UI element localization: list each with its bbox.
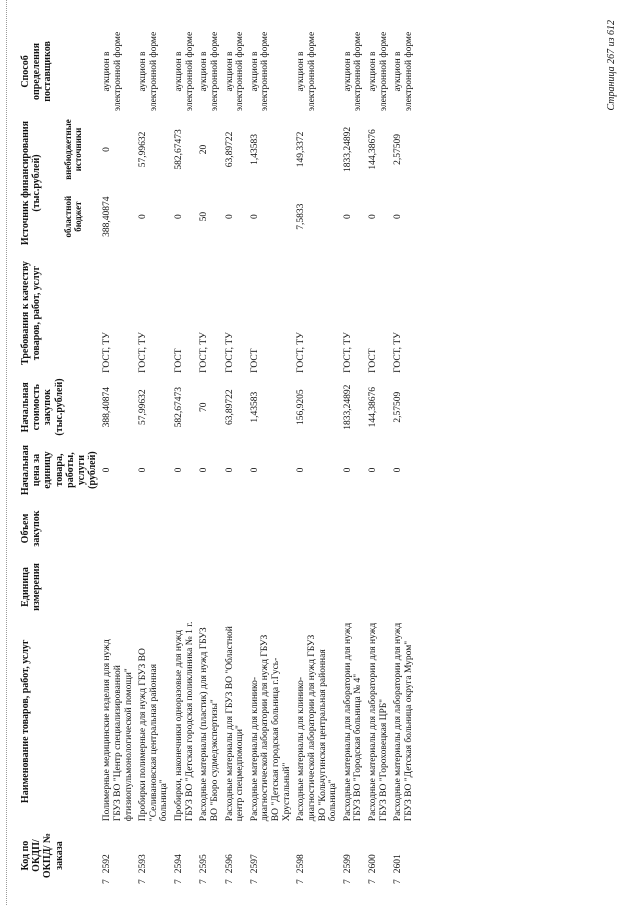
- okdp-code: 7: [342, 879, 353, 884]
- table-row: [100, 27, 136, 887]
- extra-cell: 144,38676: [368, 129, 379, 170]
- extra-cell: 63,89722: [224, 131, 235, 168]
- col-req-header: Требования к качеству товаров, работ, услуг: [20, 261, 43, 365]
- method-cell: аукцион в электронной форме: [174, 31, 195, 112]
- col-name-header: Наименование товаров, работ, услуг: [20, 639, 31, 804]
- volume-cell: [136, 501, 172, 555]
- okdp-code: 7: [138, 879, 149, 884]
- name-cell: Расходные материалы (пластик) для нужд ГБУЗ ВО "Бюро судмедэкспертизы": [199, 627, 220, 822]
- cost-cell: 2,57509: [393, 391, 404, 423]
- col-unit-header: Единица измерения: [20, 563, 43, 611]
- col-method-header: Способ определения поставщиков: [20, 41, 54, 102]
- volume-cell: [294, 501, 341, 555]
- volume-cell: [366, 501, 391, 555]
- name-cell: Расходные материалы для ГБУЗ ВО "Областной центр спецмедпомощи": [224, 626, 246, 822]
- unit-cell: [172, 556, 197, 619]
- extra-cell: 1,43583: [249, 134, 260, 165]
- budget-cell: 0: [249, 214, 260, 219]
- cost-cell: 1,43583: [249, 391, 260, 423]
- col-price-header: Начальная цена за единицу товара, работы, услуги (рублей): [20, 444, 99, 496]
- order-number: 2598: [296, 854, 307, 874]
- extra-cell: 0: [102, 147, 113, 152]
- req-cell: ГОСТ: [174, 348, 185, 373]
- unit-cell: [391, 556, 416, 619]
- code-cell: [197, 824, 222, 887]
- table-row: [197, 27, 222, 887]
- price-cell: 0: [296, 467, 307, 473]
- extra-cell: 1833,24892: [342, 126, 353, 173]
- req-cell: ГОСТ, ТУ: [102, 332, 113, 373]
- price-cell: 0: [249, 467, 260, 473]
- okdp-code: 7: [249, 879, 260, 884]
- table-row: [223, 27, 248, 887]
- procurement-table: [18, 27, 417, 887]
- price-cell: 0: [174, 467, 185, 473]
- budget-cell: 7,5833: [296, 203, 307, 230]
- page-number: Страница 267 из 612: [606, 20, 617, 111]
- col-source-header: Источник финансирования (тыс.рублей): [20, 120, 43, 246]
- name-cell: Пробирки, наконечники одноразовые для нужд ГБУЗ ВО "Детская городская поликлиника № 1 г.: [174, 621, 195, 822]
- volume-cell: [100, 501, 136, 555]
- budget-cell: 0: [368, 214, 379, 219]
- unit-cell: [136, 556, 172, 619]
- code-cell: [223, 824, 248, 887]
- price-cell: 0: [199, 467, 210, 473]
- price-cell: 0: [368, 467, 379, 473]
- req-cell: ГОСТ: [249, 348, 260, 373]
- extra-cell: 2,57509: [393, 134, 404, 165]
- okdp-code: 7: [102, 879, 113, 884]
- budget-cell: 0: [224, 214, 235, 219]
- budget-cell: 0: [342, 214, 353, 219]
- code-cell: [136, 824, 172, 887]
- order-number: 2600: [368, 854, 379, 874]
- req-cell: ГОСТ, ТУ: [342, 332, 353, 373]
- code-cell: [391, 824, 416, 887]
- scan-edge: [0, 0, 7, 905]
- code-cell: [294, 824, 341, 887]
- order-number: 2592: [102, 854, 113, 874]
- extra-cell: 57,99632: [138, 131, 149, 168]
- col-volume-header: Объем закупок: [20, 510, 43, 547]
- volume-cell: [223, 501, 248, 555]
- unit-cell: [100, 556, 136, 619]
- unit-cell: [248, 556, 295, 619]
- okdp-code: 7: [174, 879, 185, 884]
- req-cell: ГОСТ, ТУ: [199, 332, 210, 373]
- order-number: 2594: [174, 854, 185, 874]
- table-body: [100, 27, 416, 887]
- method-cell: аукцион в электронной форме: [296, 31, 317, 112]
- okdp-code: 7: [296, 879, 307, 884]
- order-number: 2595: [199, 854, 210, 874]
- okdp-code: 7: [199, 879, 210, 884]
- method-cell: аукцион в электронной форме: [368, 31, 389, 112]
- method-cell: аукцион в электронной форме: [102, 31, 123, 112]
- cost-cell: 57,99632: [138, 389, 149, 426]
- cost-cell: 144,38676: [368, 387, 379, 428]
- order-number: 2601: [393, 854, 404, 874]
- price-cell: 0: [138, 467, 149, 473]
- table-row: [172, 27, 197, 887]
- cost-cell: 388,40874: [102, 387, 113, 428]
- extra-cell: 582,67473: [174, 129, 185, 170]
- table-row: [248, 27, 295, 887]
- cost-cell: 63,89722: [224, 389, 235, 426]
- name-cell: Расходные материалы для лаборатории для нужд ГБУЗ ВО "Гороховецкая ЦРБ": [368, 622, 389, 822]
- price-cell: 0: [393, 467, 404, 473]
- name-cell: Расходные материалы для лаборатории для нужд ГБУЗ ВО "Детская больница округа Муром": [393, 622, 414, 822]
- budget-cell: 50: [199, 211, 210, 222]
- cost-cell: 70: [199, 402, 210, 412]
- extra-cell: 149,3372: [296, 131, 307, 168]
- order-number: 2597: [249, 854, 260, 874]
- col-extra-header: внебюджетные источники: [62, 119, 83, 180]
- method-cell: аукцион в электронной форме: [342, 31, 364, 112]
- table-row: [341, 27, 366, 887]
- order-number: 2593: [138, 854, 149, 874]
- order-number: 2599: [342, 854, 353, 874]
- code-cell: [248, 824, 295, 887]
- code-cell: [341, 824, 366, 887]
- table-row: [391, 27, 416, 887]
- col-cost-header: Начальная стоимость закупок (тыс.рублей): [20, 378, 65, 436]
- unit-cell: [294, 556, 341, 619]
- budget-cell: 0: [174, 214, 185, 219]
- req-cell: ГОСТ, ТУ: [138, 332, 149, 373]
- req-cell: ГОСТ, ТУ: [224, 332, 235, 373]
- col-code-header: Код по ОКДП/ ОКПД/ № заказа: [20, 833, 65, 879]
- name-cell: Расходные материалы для клинико-диагностической лаборатории для нужд ГБУЗ ВО "Детская городская больница г.Гусь-Хрустальный": [249, 634, 292, 822]
- code-cell: [100, 824, 136, 887]
- req-cell: ГОСТ: [368, 348, 379, 373]
- req-cell: ГОСТ, ТУ: [296, 332, 307, 373]
- unit-cell: [366, 556, 391, 619]
- col-budget-header: областной бюджет: [62, 195, 83, 238]
- okdp-code: 7: [393, 879, 404, 884]
- extra-cell: 20: [199, 144, 210, 155]
- budget-cell: 388,40874: [102, 196, 113, 237]
- req-cell: ГОСТ, ТУ: [393, 332, 404, 373]
- volume-cell: [391, 501, 416, 555]
- budget-cell: 0: [138, 214, 149, 219]
- table-row: [294, 27, 341, 887]
- volume-cell: [197, 501, 222, 555]
- price-cell: 0: [342, 467, 353, 473]
- method-cell: аукцион в электронной форме: [199, 31, 220, 112]
- code-cell: [172, 824, 197, 887]
- unit-cell: [197, 556, 222, 619]
- method-cell: аукцион в электронной форме: [393, 31, 414, 112]
- cost-cell: 582,67473: [174, 387, 185, 428]
- name-cell: Расходные материалы для лаборатории для нужд ГБУЗ ВО "Городская больница № 4": [342, 622, 364, 822]
- name-cell: Расходные материалы для клинико-диагностической лаборатории для нужд ГБУЗ ВО "Кольчугинская центральная районная больница": [296, 634, 339, 822]
- okdp-code: 7: [224, 879, 235, 884]
- method-cell: аукцион в электронной форме: [138, 31, 159, 112]
- table-row: [366, 27, 391, 887]
- volume-cell: [172, 501, 197, 555]
- name-cell: Полимерные медицинские изделия для нужд ГБУЗ ВО "Центр специализированной фтизиопульмонологической помощи": [102, 639, 134, 822]
- cost-cell: 156,9205: [296, 389, 307, 426]
- unit-cell: [223, 556, 248, 619]
- name-cell: Пробирки полимерные для нужд ГБУЗ ВО "Селивановская центральная районная больница": [138, 648, 170, 822]
- order-number: 2596: [224, 854, 235, 874]
- method-cell: аукцион в электронной форме: [249, 31, 271, 112]
- cost-cell: 1833,24892: [342, 384, 353, 430]
- budget-cell: 0: [393, 214, 404, 219]
- price-cell: 0: [102, 467, 113, 473]
- volume-cell: [341, 501, 366, 555]
- unit-cell: [341, 556, 366, 619]
- volume-cell: [248, 501, 295, 555]
- okdp-code: 7: [368, 879, 379, 884]
- price-cell: 0: [224, 467, 235, 473]
- method-cell: аукцион в электронной форме: [224, 31, 246, 112]
- code-cell: [366, 824, 391, 887]
- table-row: [136, 27, 172, 887]
